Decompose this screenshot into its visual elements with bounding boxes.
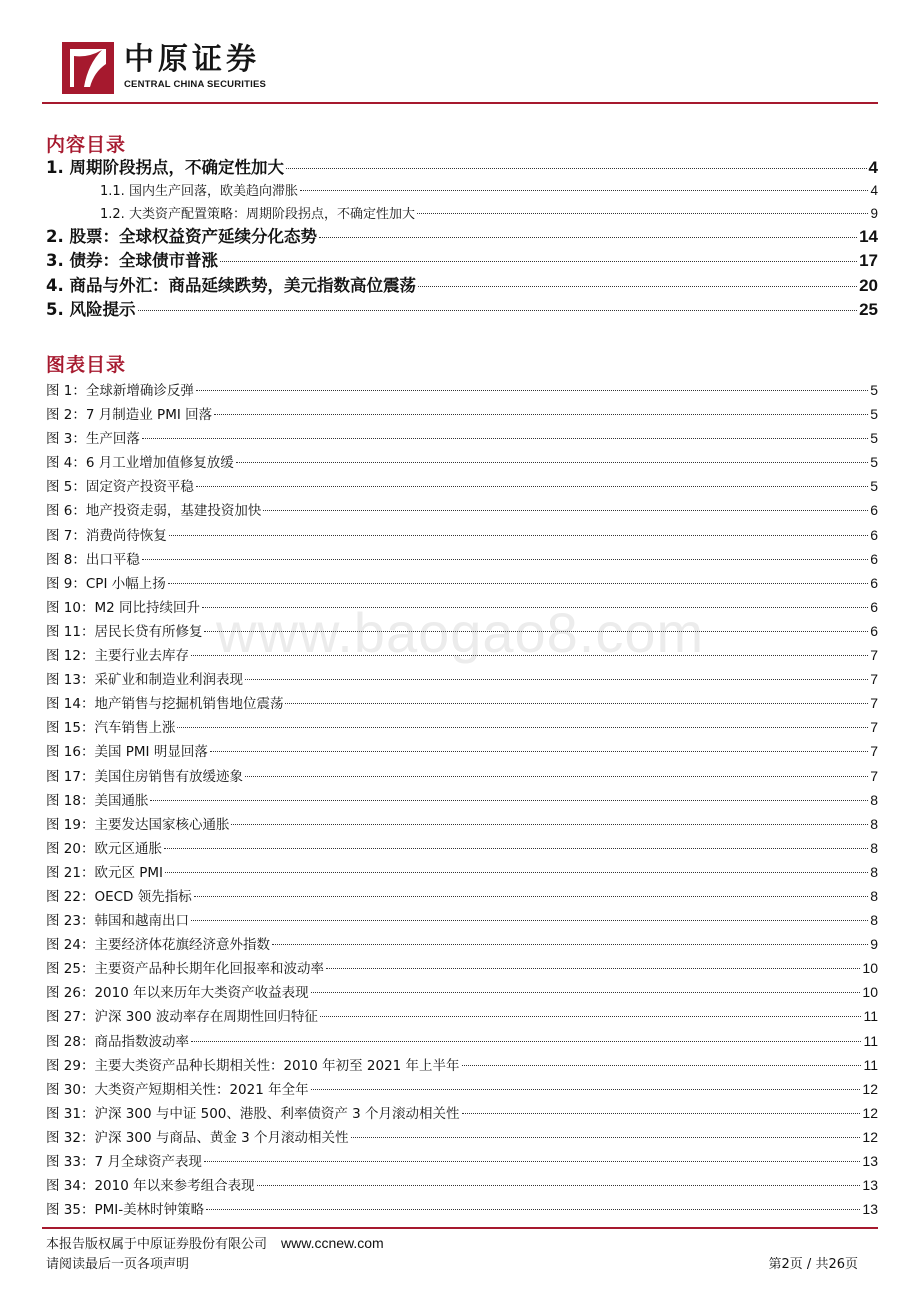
footer-page-info: 第2页 / 共26页 <box>768 1257 858 1272</box>
leader-dots <box>138 310 858 311</box>
toc-entry[interactable] <box>46 156 878 180</box>
figure-entry-page: 6 <box>870 502 878 519</box>
figure-entry-label: 图 33：7 月全球资产表现 <box>46 1154 202 1170</box>
toc-entry[interactable] <box>46 249 878 273</box>
leader-dots <box>191 1041 861 1042</box>
figure-entry-page: 7 <box>870 671 878 688</box>
figure-entry[interactable] <box>46 450 878 474</box>
toc-entry[interactable] <box>46 274 878 298</box>
figure-entry-page: 6 <box>870 574 878 591</box>
leader-dots <box>462 1065 862 1066</box>
figure-entry[interactable] <box>46 1197 878 1221</box>
figure-entry-page: 5 <box>870 382 878 398</box>
figure-entry-label: 图 31：沪深 300 与中证 500、港股、利率债资产 3 个月滚动相关性 <box>46 1105 460 1122</box>
company-logo-icon <box>62 42 114 94</box>
leader-dots <box>194 896 868 897</box>
leader-dots <box>191 920 868 921</box>
figure-entry-page: 6 <box>870 622 878 639</box>
figure-entry[interactable] <box>46 667 878 691</box>
figure-entry-page: 12 <box>862 1128 878 1145</box>
figure-entry[interactable] <box>46 643 878 667</box>
figure-entry[interactable] <box>46 426 878 450</box>
watermark: www.baogao8.com <box>216 601 705 664</box>
figure-entry[interactable] <box>46 571 878 595</box>
toc-entry-label: 1.2. 大类资产配置策略：周期阶段拐点，不确定性加大 <box>100 206 415 222</box>
figure-entry-label: 图 30：大类资产短期相关性：2021 年全年 <box>46 1081 309 1098</box>
figure-entry[interactable] <box>46 474 878 498</box>
footer-copyright-line <box>46 1233 384 1252</box>
leader-dots <box>418 286 857 287</box>
figure-entry-label: 图 34：2010 年以来参考组合表现 <box>46 1178 255 1195</box>
footer-disclaimer: 请阅读最后一页各项声明 <box>46 1257 190 1272</box>
figure-entry-label: 图 18：美国通胀 <box>46 792 149 809</box>
brand-name-cn: 中原证券 <box>124 42 260 77</box>
toc-title: 内容目录 <box>46 134 127 156</box>
brand-block <box>124 44 266 90</box>
leader-dots <box>263 510 868 511</box>
toc-entry-label: 2. 股票：全球权益资产延续分化态势 <box>46 227 317 247</box>
figure-entry-label: 图 25：主要资产品种长期年化回报率和波动率 <box>46 961 324 978</box>
figure-entry[interactable] <box>46 956 878 980</box>
figure-entry-page: 11 <box>863 1032 878 1049</box>
figures-list <box>46 378 878 1221</box>
figure-entry-page: 8 <box>870 815 878 832</box>
figure-entry-page: 13 <box>862 1201 878 1218</box>
leader-dots <box>202 607 868 608</box>
figure-entry[interactable] <box>46 908 878 932</box>
toc-entry-label: 1. 周期阶段拐点，不确定性加大 <box>46 158 284 177</box>
figure-entry-label: 图 7：消费尚待恢复 <box>46 527 167 544</box>
figure-entry-label: 图 27：沪深 300 波动率存在周期性回归特征 <box>46 1009 318 1026</box>
figure-entry-page: 8 <box>870 791 878 808</box>
figure-entry-label: 图 16：美国 PMI 明显回落 <box>46 744 208 761</box>
figure-entry-label: 图 13：采矿业和制造业利润表现 <box>46 672 243 689</box>
toc-list <box>46 156 878 322</box>
figure-entry-label: 图 1：全球新增确诊反弹 <box>46 383 194 399</box>
figure-entry-label: 图 28：商品指数波动率 <box>46 1033 189 1050</box>
figure-entry-label: 图 3：生产回落 <box>46 431 140 448</box>
figure-entry[interactable] <box>46 884 878 908</box>
figure-entry[interactable] <box>46 715 878 739</box>
figure-entry-page: 6 <box>870 550 878 567</box>
leader-dots <box>257 1185 861 1186</box>
figure-entry[interactable] <box>46 1101 878 1125</box>
toc-entry-page: 4 <box>870 183 878 199</box>
figure-entry-label: 图 19：主要发达国家核心通胀 <box>46 816 230 833</box>
leader-dots <box>245 679 868 680</box>
figure-entry[interactable] <box>46 980 878 1004</box>
figure-entry-page: 5 <box>870 454 878 471</box>
figure-entry[interactable] <box>46 523 878 547</box>
figure-entry-page: 9 <box>870 936 878 953</box>
toc-entry-page: 20 <box>859 275 878 295</box>
footer-url-link[interactable]: www.ccnew.com <box>281 1235 384 1251</box>
figure-entry-page: 13 <box>862 1177 878 1194</box>
leader-dots <box>164 848 868 849</box>
leader-dots <box>311 992 861 993</box>
figure-entry[interactable] <box>46 547 878 571</box>
figure-entry-label: 图 14：地产销售与挖掘机销售地位震荡 <box>46 696 284 713</box>
toc-entry-label: 5. 风险提示 <box>46 299 136 319</box>
leader-dots <box>204 1161 861 1162</box>
toc-entry[interactable] <box>46 203 878 226</box>
leader-dots <box>210 751 868 752</box>
leader-dots <box>214 414 868 415</box>
figure-entry-page: 5 <box>870 406 878 423</box>
figure-entry-label: 图 32：沪深 300 与商品、黄金 3 个月滚动相关性 <box>46 1129 349 1146</box>
figure-entry[interactable] <box>46 1029 878 1053</box>
leader-dots <box>319 237 857 238</box>
leader-dots <box>417 213 869 214</box>
figure-entry-page: 12 <box>862 1080 878 1097</box>
figure-entry-page: 11 <box>863 1008 878 1025</box>
leader-dots <box>196 486 868 487</box>
figure-entry-label: 图 23：韩国和越南出口 <box>46 913 189 930</box>
toc-entry[interactable] <box>46 298 878 322</box>
leader-dots <box>177 727 868 728</box>
figure-entry[interactable] <box>46 764 878 788</box>
figure-entry[interactable] <box>46 1149 878 1173</box>
figure-entry-label: 图 9：CPI 小幅上扬 <box>46 575 166 592</box>
figure-entry-label: 图 17：美国住房销售有放缓迹象 <box>46 768 243 785</box>
figure-entry[interactable] <box>46 836 878 860</box>
figure-entry-page: 12 <box>862 1104 878 1121</box>
figure-entry-page: 6 <box>870 526 878 543</box>
figure-entry[interactable] <box>46 860 878 884</box>
figure-entry-page: 10 <box>862 960 878 977</box>
figure-entry-page: 8 <box>870 887 878 904</box>
leader-dots <box>320 1016 862 1017</box>
figure-entry-page: 13 <box>862 1153 878 1169</box>
leader-dots <box>326 968 860 969</box>
figure-entry-label: 图 22：OECD 领先指标 <box>46 888 192 905</box>
figure-entry[interactable] <box>46 1053 878 1077</box>
leader-dots <box>245 776 868 777</box>
toc-entry-page: 17 <box>859 251 878 271</box>
figure-entry-page: 7 <box>870 695 878 712</box>
figure-entry[interactable] <box>46 739 878 763</box>
leader-dots <box>206 1209 860 1210</box>
leader-dots <box>165 872 868 873</box>
figure-entry-page: 5 <box>870 478 878 495</box>
figure-entry-page: 7 <box>870 647 878 664</box>
page-header <box>42 38 878 104</box>
figure-entry-label: 图 20：欧元区通胀 <box>46 840 162 857</box>
figure-entry[interactable] <box>46 1004 878 1028</box>
leader-dots <box>168 583 868 584</box>
leader-dots <box>231 824 868 825</box>
figure-entry[interactable] <box>46 788 878 812</box>
leader-dots <box>351 1137 861 1138</box>
leader-dots <box>285 703 868 704</box>
figure-entry[interactable] <box>46 691 878 715</box>
leader-dots <box>142 559 868 560</box>
figures-title: 图表目录 <box>46 354 127 376</box>
leader-dots <box>191 655 868 656</box>
figure-entry-label: 图 11：居民长贷有所修复 <box>46 623 203 640</box>
figure-entry-label: 图 10：M2 同比持续回升 <box>46 599 200 616</box>
figure-entry-label: 图 2：7 月制造业 PMI 回落 <box>46 407 213 424</box>
leader-dots <box>150 800 868 801</box>
leader-dots <box>286 168 867 169</box>
figure-entry-label: 图 21：欧元区 PMI <box>46 864 164 881</box>
figure-entry-page: 6 <box>870 598 878 615</box>
figure-entry[interactable] <box>46 1173 878 1197</box>
figure-entry-label: 图 35：PMI-美林时钟策略 <box>46 1202 205 1219</box>
page-footer <box>42 1227 878 1272</box>
toc-entry-page: 4 <box>868 158 878 177</box>
figure-entry-page: 7 <box>870 767 878 784</box>
leader-dots <box>311 1089 861 1090</box>
figure-entry-page: 5 <box>870 430 878 447</box>
toc-entry[interactable] <box>46 225 878 249</box>
figure-entry-page: 7 <box>870 743 878 760</box>
figure-entry-page: 11 <box>863 1056 878 1073</box>
leader-dots <box>462 1113 861 1114</box>
figure-entry[interactable] <box>46 619 878 643</box>
figure-entry-page: 8 <box>870 912 878 929</box>
leader-dots <box>300 190 869 191</box>
figure-entry-label: 图 29：主要大类资产品种长期相关性：2010 年初至 2021 年上半年 <box>46 1057 460 1074</box>
toc-entry-label: 3. 债券：全球债市普涨 <box>46 251 218 271</box>
figure-entry[interactable] <box>46 812 878 836</box>
toc-entry-page: 25 <box>859 299 878 319</box>
figure-entry-label: 图 4：6 月工业增加值修复放缓 <box>46 455 234 472</box>
figure-entry[interactable] <box>46 932 878 956</box>
toc-entry-page: 9 <box>870 205 878 221</box>
leader-dots <box>220 261 857 262</box>
figure-entry-label: 图 24：主要经济体花旗经济意外指数 <box>46 937 270 954</box>
figure-entry[interactable] <box>46 402 878 426</box>
toc-entry-label: 4. 商品与外汇：商品延续跌势，美元指数高位震荡 <box>46 275 416 295</box>
leader-dots <box>272 944 868 945</box>
leader-dots <box>142 438 868 439</box>
figure-entry-label: 图 6：地产投资走弱，基建投资加快 <box>46 503 262 520</box>
figure-entry[interactable] <box>46 595 878 619</box>
figure-entry[interactable] <box>46 378 878 402</box>
figure-entry-page: 10 <box>862 984 878 1001</box>
figure-entry-page: 8 <box>870 839 878 856</box>
brand-name-en: CENTRAL CHINA SECURITIES <box>124 79 267 90</box>
figure-entry-label: 图 5：固定资产投资平稳 <box>46 479 194 496</box>
toc-entry-page: 14 <box>859 227 878 247</box>
leader-dots <box>169 535 868 536</box>
leader-dots <box>236 462 868 463</box>
figure-entry-page: 7 <box>870 719 878 736</box>
toc-entry[interactable] <box>46 180 878 203</box>
leader-dots <box>204 631 868 632</box>
figure-entry-label: 图 8：出口平稳 <box>46 551 140 568</box>
figure-entry-label: 图 26：2010 年以来历年大类资产收益表现 <box>46 985 309 1002</box>
footer-copyright: 本报告版权属于中原证券股份有限公司 <box>46 1237 268 1252</box>
figure-entry[interactable] <box>46 498 878 522</box>
figure-entry-page: 8 <box>870 863 878 880</box>
figure-entry[interactable] <box>46 1077 878 1101</box>
figure-entry[interactable] <box>46 1125 878 1149</box>
figure-entry-label: 图 15：汽车销售上涨 <box>46 720 176 737</box>
figure-entry-label: 图 12：主要行业去库存 <box>46 648 189 665</box>
leader-dots <box>196 390 868 391</box>
toc-entry-label: 1.1. 国内生产回落，欧美趋向滞胀 <box>100 184 298 200</box>
